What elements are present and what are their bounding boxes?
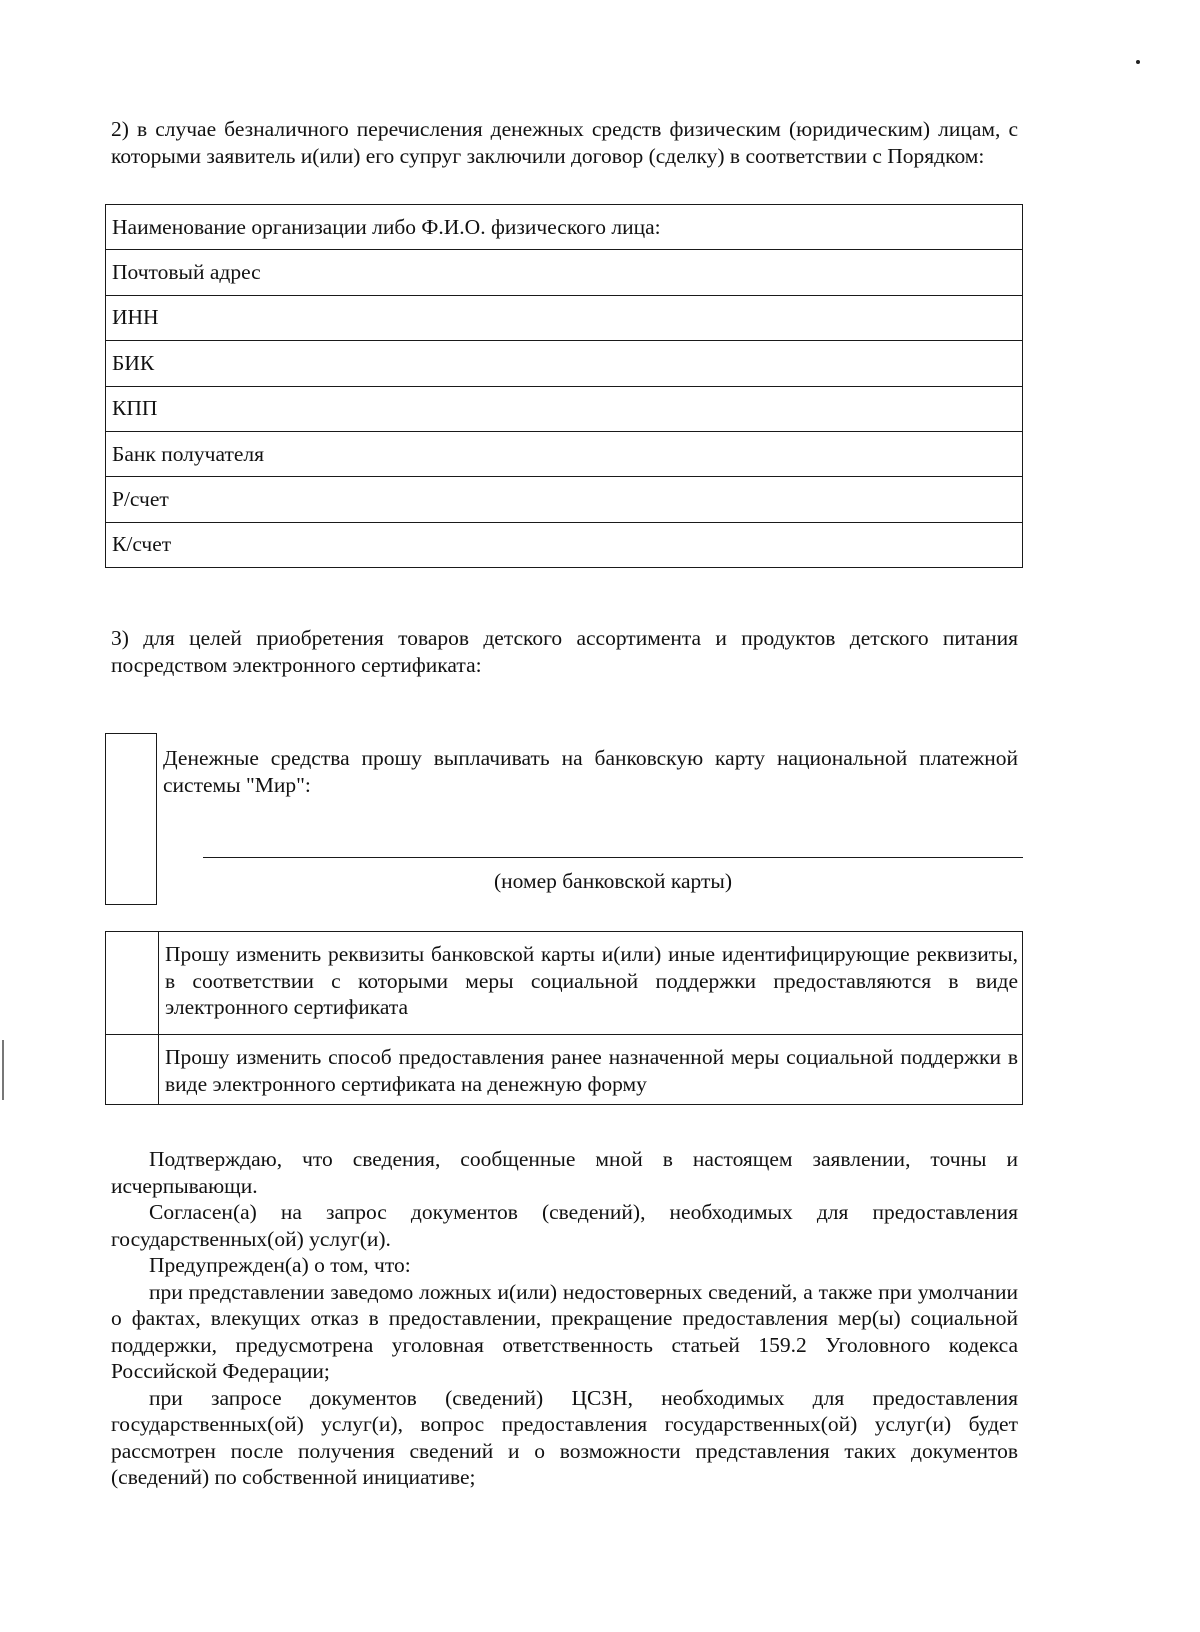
declaration-request: при запросе документов (сведений) ЦСЗН, необходимых для предоставления государственных(ой) услуг(и), вопрос предоставления государственных(ой) услуг(и) будет рассмотрен после получения сведений и о возможности представления таких документов (сведений) по собственной инициативе;	[111, 1385, 1018, 1489]
field-kpp[interactable]: КПП	[106, 386, 1023, 431]
section2-intro: 2) в случае безналичного перечисления денежных средств физическим (юридическим) лицам, с которыми заявитель и(или) его супруг заключили договор (сделку) в соответствии с Порядком:	[111, 117, 1018, 168]
certificate-options-table	[105, 931, 1023, 1105]
field-org-name[interactable]: Наименование организации либо Ф.И.О. физического лица:	[106, 205, 1023, 250]
field-settlement-account[interactable]: Р/счет	[106, 477, 1023, 522]
table-row	[106, 431, 1023, 476]
table-row	[106, 386, 1023, 431]
change-card-details-label: Прошу изменить реквизиты банковской карты и(или) иные идентифицирующие реквизиты, в соответствии с которыми меры социальной поддержки предоставляются в виде электронного сертификата	[159, 932, 1023, 1035]
declarations	[111, 1146, 1018, 1491]
scan-edge-mark	[2, 1040, 4, 1100]
field-correspondent-account[interactable]: К/счет	[106, 522, 1023, 567]
change-to-cash-checkbox[interactable]	[106, 1035, 159, 1105]
field-inn[interactable]: ИНН	[106, 295, 1023, 340]
declaration-accuracy: Подтверждаю, что сведения, сообщенные мной в настоящем заявлении, точны и исчерпывающи.	[111, 1147, 1018, 1198]
table-row	[106, 295, 1023, 340]
scan-speck	[1136, 60, 1140, 64]
change-card-details-checkbox[interactable]	[106, 932, 159, 1035]
table-row	[106, 477, 1023, 522]
table-row	[106, 205, 1023, 250]
table-row	[106, 1035, 1023, 1105]
table-row	[106, 932, 1023, 1035]
declaration-liability: при представлении заведомо ложных и(или) недостоверных сведений, а также при умолчании о фактах, влекущих отказ в предоставлении, прекращение предоставления мер(ы) социальной поддержки, предусмотрена уголовная ответственность статьей 159.2 Уголовного кодекса Российской Федерации;	[111, 1279, 1018, 1383]
table-row	[106, 341, 1023, 386]
section3-intro: 3) для целей приобретения товаров детского ассортимента и продуктов детского питания посредством электронного сертификата:	[111, 626, 1018, 677]
field-recipient-bank[interactable]: Банк получателя	[106, 431, 1023, 476]
table-row	[106, 250, 1023, 295]
mir-card-option-label: Денежные средства прошу выплачивать на банковскую карту национальной платежной системы "Мир":	[163, 746, 1018, 797]
change-to-cash-label: Прошу изменить способ предоставления ранее назначенной меры социальной поддержки в виде электронного сертификата на денежную форму	[159, 1035, 1023, 1105]
table-row	[106, 522, 1023, 567]
card-number-line[interactable]	[203, 857, 1023, 858]
field-postal-address[interactable]: Почтовый адрес	[106, 250, 1023, 295]
mir-card-checkbox[interactable]	[105, 733, 157, 905]
declaration-consent: Согласен(а) на запрос документов (сведений), необходимых для предоставления государственных(ой) услуг(и).	[111, 1200, 1018, 1251]
card-number-caption: (номер банковской карты)	[493, 869, 733, 893]
field-bik[interactable]: БИК	[106, 341, 1023, 386]
recipient-details-table	[105, 204, 1023, 568]
declaration-warned: Предупрежден(а) о том, что:	[149, 1253, 411, 1277]
